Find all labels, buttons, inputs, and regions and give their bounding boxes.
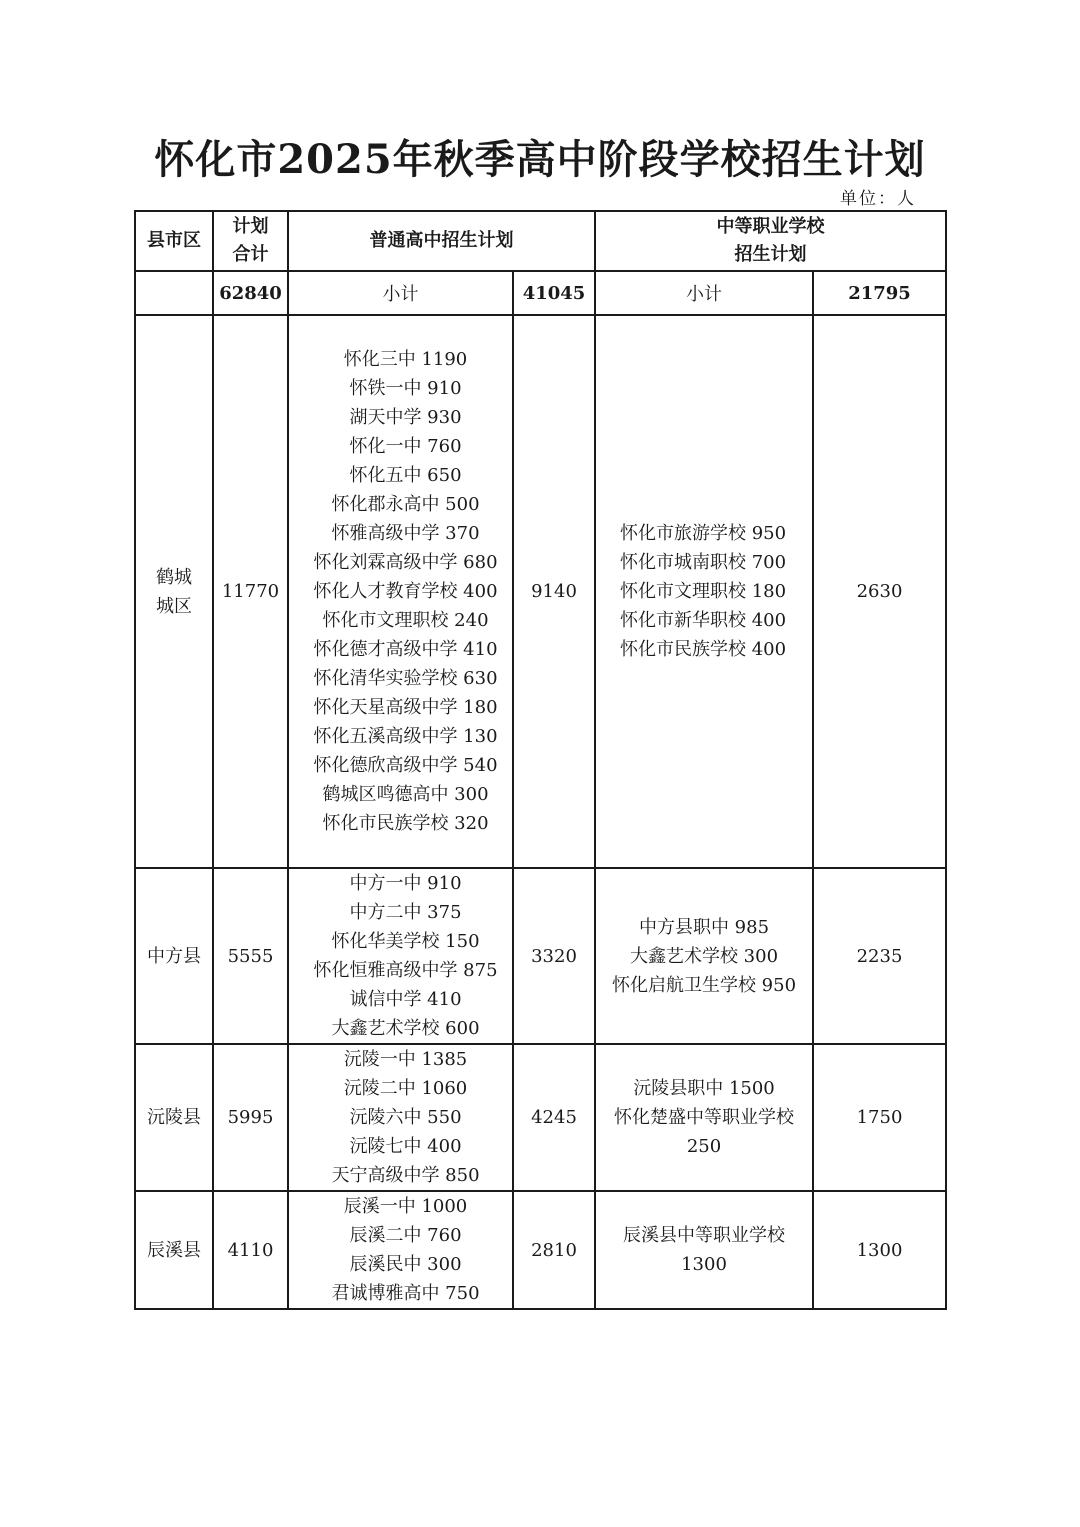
general-school-item: 怀化华美学校 150 [331,931,480,952]
general-school-item: 怀化德欣高级中学 540 [313,755,498,776]
general-school-item: 怀化郡永高中 500 [331,494,480,515]
header-plan-total [213,211,288,271]
general-subtotal-cell: 4245 [513,1044,595,1191]
enrollment-plan-table [134,210,947,1310]
district-cell [135,1044,213,1191]
total-general: 41045 [513,271,595,315]
plan-total-cell: 5555 [213,868,288,1044]
plan-total-cell: 5995 [213,1044,288,1191]
vocational-school-item: 沅陵县职中 1500 [633,1078,775,1099]
district-cell [135,1191,213,1309]
unit-label: 单位：人 [840,189,916,209]
general-school-item: 怀化人才教育学校 400 [313,581,498,602]
table-row [135,868,946,1044]
general-school-item: 湖天中学 930 [349,407,462,428]
total-general-label: 小计 [288,271,513,315]
general-school-item: 怀化天星高级中学 180 [313,697,498,718]
general-school-item: 天宁高级中学 850 [331,1165,480,1186]
header-general: 普通高中招生计划 [288,211,595,271]
district-name-line: 城区 [156,595,192,617]
general-school-item: 辰溪一中 1000 [343,1196,468,1217]
header-plan-total-line1: 计划 [232,216,269,237]
header-district: 县市区 [135,211,213,271]
district-cell [135,868,213,1044]
table-header-row [135,211,946,271]
general-school-item: 怀化一中 760 [349,436,462,457]
vocational-school-item: 怀化市旅游学校 950 [620,523,787,544]
general-school-item: 怀化市民族学校 320 [322,813,489,834]
general-school-item: 沅陵七中 400 [349,1136,462,1157]
general-school-item: 辰溪二中 760 [349,1225,462,1246]
vocational-school-item: 怀化市文理职校 180 [620,581,787,602]
table-row [135,1044,946,1191]
general-schools-cell [288,868,513,1044]
header-vocational-line1: 中等职业学校 [716,216,825,237]
general-schools-cell [288,1191,513,1309]
district-cell [135,315,213,868]
general-school-item: 大鑫艺术学校 600 [331,1018,480,1039]
table-row [135,315,946,868]
general-subtotal-cell: 9140 [513,315,595,868]
general-school-item: 怀化五溪高级中学 130 [313,726,498,747]
vocational-schools-cell [595,315,813,868]
vocational-schools-cell [595,868,813,1044]
header-vocational-line2: 招生计划 [734,244,807,265]
vocational-subtotal-cell: 2235 [813,868,946,1044]
general-school-item: 鹤城区鸣德高中 300 [322,784,489,805]
vocational-school-item: 怀化楚盛中等职业学校 [614,1107,794,1128]
vocational-school-item: 怀化市新华职校 400 [620,610,787,631]
district-name-line: 鹤城 [156,566,192,588]
general-subtotal-cell: 3320 [513,868,595,1044]
header-plan-total-line2: 合计 [232,244,269,265]
total-vocational-label: 小计 [595,271,813,315]
general-school-item: 怀化德才高级中学 410 [313,639,498,660]
vocational-school-item: 怀化市民族学校 400 [620,639,787,660]
general-school-item: 怀雅高级中学 370 [331,523,480,544]
vocational-school-item: 中方县职中 985 [638,916,770,938]
vocational-school-item: 大鑫艺术学校 300 [629,945,779,967]
district-name-line: 中方县 [147,945,201,967]
vocational-subtotal-cell: 1300 [813,1191,946,1309]
vocational-school-item: 怀化启航卫生学校 950 [611,974,797,996]
general-school-item: 怀化三中 1190 [343,349,468,370]
vocational-subtotal-cell: 2630 [813,315,946,868]
general-schools-cell [288,1044,513,1191]
vocational-school-item: 250 [686,1136,722,1157]
general-school-item: 沅陵六中 550 [349,1107,462,1128]
general-school-item: 怀化刘霖高级中学 680 [313,552,498,573]
table-row [135,1191,946,1309]
general-school-item: 怀化清华实验学校 630 [313,668,498,689]
general-school-item: 沅陵一中 1385 [343,1049,468,1070]
table-total-row [135,271,946,315]
general-school-item: 怀铁一中 910 [349,378,462,399]
plan-total-cell: 4110 [213,1191,288,1309]
general-school-item: 怀化恒雅高级中学 875 [313,960,498,981]
vocational-schools-cell [595,1191,813,1309]
general-school-item: 沅陵二中 1060 [343,1078,468,1099]
general-school-item: 诚信中学 410 [349,989,462,1010]
total-district-cell [135,271,213,315]
district-name-line: 沅陵县 [147,1107,201,1128]
general-subtotal-cell: 2810 [513,1191,595,1309]
plan-total-cell: 11770 [213,315,288,868]
total-vocational: 21795 [813,271,946,315]
vocational-school-item: 1300 [681,1254,727,1275]
district-rows [135,315,946,1309]
page-title: 怀化市2025年秋季高中阶段学校招生计划 [154,136,926,183]
district-name-line: 辰溪县 [147,1239,201,1261]
header-vocational [595,211,946,271]
general-schools-cell [288,315,513,868]
vocational-school-item: 怀化市城南职校 700 [620,552,787,573]
vocational-school-item: 辰溪县中等职业学校 [623,1225,785,1246]
general-school-item: 中方一中 910 [349,873,462,894]
general-school-item: 中方二中 375 [349,902,462,923]
general-school-item: 辰溪民中 300 [349,1254,462,1275]
vocational-subtotal-cell: 1750 [813,1044,946,1191]
general-school-item: 怀化五中 650 [349,465,462,486]
general-school-item: 怀化市文理职校 240 [322,610,489,631]
vocational-schools-cell [595,1044,813,1191]
general-school-item: 君诚博雅高中 750 [331,1283,480,1304]
total-plan: 62840 [213,271,288,315]
